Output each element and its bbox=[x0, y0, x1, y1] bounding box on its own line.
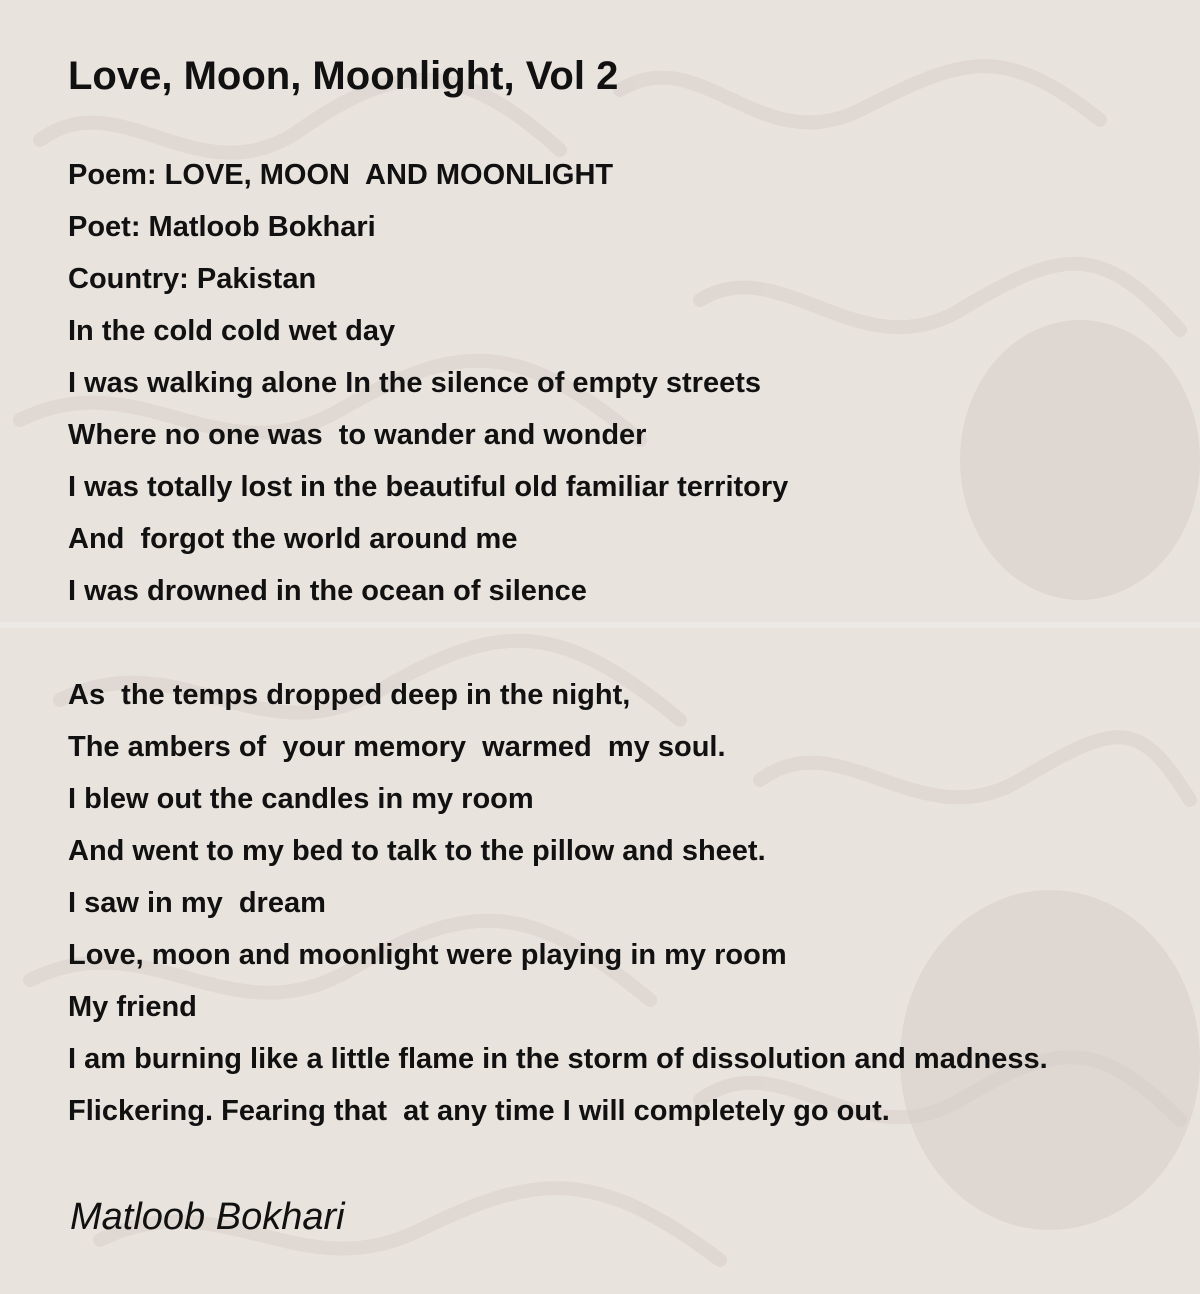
poem-line: I am burning like a little flame in the storm of dissolution and madness. bbox=[68, 1043, 1048, 1075]
stanza-2 bbox=[68, 669, 1048, 1137]
poem-line: I was walking alone In the silence of empty streets bbox=[68, 367, 761, 399]
poem-line: Poet: Matloob Bokhari bbox=[68, 211, 376, 243]
poem-line: And forgot the world around me bbox=[68, 523, 518, 555]
poem-line: And went to my bed to talk to the pillow and sheet. bbox=[68, 835, 766, 867]
poem-line: I was drowned in the ocean of silence bbox=[68, 575, 587, 607]
poem-line: The ambers of your memory warmed my soul. bbox=[68, 731, 726, 763]
poem-line: I was totally lost in the beautiful old familiar territory bbox=[68, 471, 789, 503]
author-signature: Matloob Bokhari bbox=[70, 1196, 345, 1238]
poem-line: In the cold cold wet day bbox=[68, 315, 396, 347]
poem-line: Flickering. Fearing that at any time I will completely go out. bbox=[68, 1095, 890, 1127]
poem-line: Love, moon and moonlight were playing in my room bbox=[68, 939, 787, 971]
stanza-1 bbox=[68, 149, 788, 617]
poem-line: Country: Pakistan bbox=[68, 263, 317, 295]
poem-line: As the temps dropped deep in the night, bbox=[68, 679, 631, 711]
poem-line: I blew out the candles in my room bbox=[68, 783, 534, 815]
poem-line: My friend bbox=[68, 991, 197, 1023]
poem-title: Love, Moon, Moonlight, Vol 2 bbox=[68, 54, 619, 98]
poem-line: Poem: LOVE, MOON AND MOONLIGHT bbox=[68, 159, 614, 191]
poem-line: Where no one was to wander and wonder bbox=[68, 419, 647, 451]
poem-line: I saw in my dream bbox=[68, 887, 326, 919]
